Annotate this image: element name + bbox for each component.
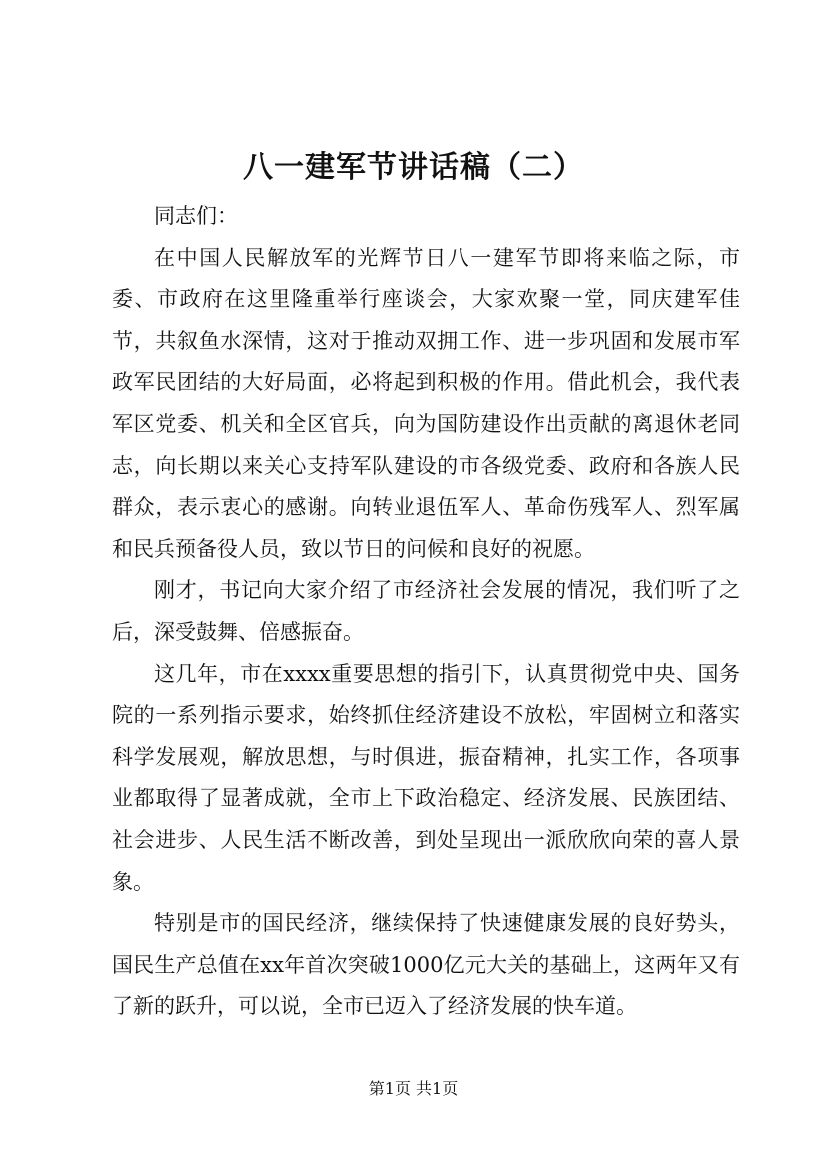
paragraph-4: 特别是市的国民经济，继续保持了快速健康发展的良好势头，国民生产总值在xx年首次突破1000亿元大关的基础上，这两年又有了新的跃升，可以说，全市已迈入了经济发展的快车道。 xyxy=(112,911,740,1019)
paragraph-1: 在中国人民解放军的光辉节日八一建军节即将来临之际，市委、市政府在这里隆重举行座谈会，大家欢聚一堂，同庆建军佳节，共叙鱼水深情，这对于推动双拥工作、进一步巩固和发展市军政军民团结的大好局面，必将起到积极的作用。借此机会，我代表军区党委、机关和全区官兵，向为国防建设作出贡献的离退休老同志，向长期以来关心支持军队建设的市各级党委、政府和各族人民群众，表示衷心的感谢。向转业退伍军人、革命伤残军人、烈军属和民兵预备役人员，致以节日的问候和良好的祝愿。 xyxy=(112,245,740,561)
salutation: 同志们： xyxy=(154,204,238,228)
paragraph-2: 刚才，书记向大家介绍了市经济社会发展的情况，我们听了之后，深受鼓舞、倍感振奋。 xyxy=(112,578,740,644)
page-footer: 第1页 共1页 xyxy=(368,1079,459,1098)
paragraph-3: 这几年，市在xxxx重要思想的指引下，认真贯彻党中央、国务院的一系列指示要求，始终抓住经济建设不放松，牢固树立和落实科学发展观，解放思想，与时俱进，振奋精神，扎实工作，各项事业都取得了显著成就，全市上下政治稳定、经济发展、民族团结、社会进步、人民生活不断改善，到处呈现出一派欣欣向荣的喜人景象。 xyxy=(112,661,740,894)
document-body xyxy=(112,196,740,1028)
document-title: 八一建军节讲话稿（二） xyxy=(243,150,584,185)
